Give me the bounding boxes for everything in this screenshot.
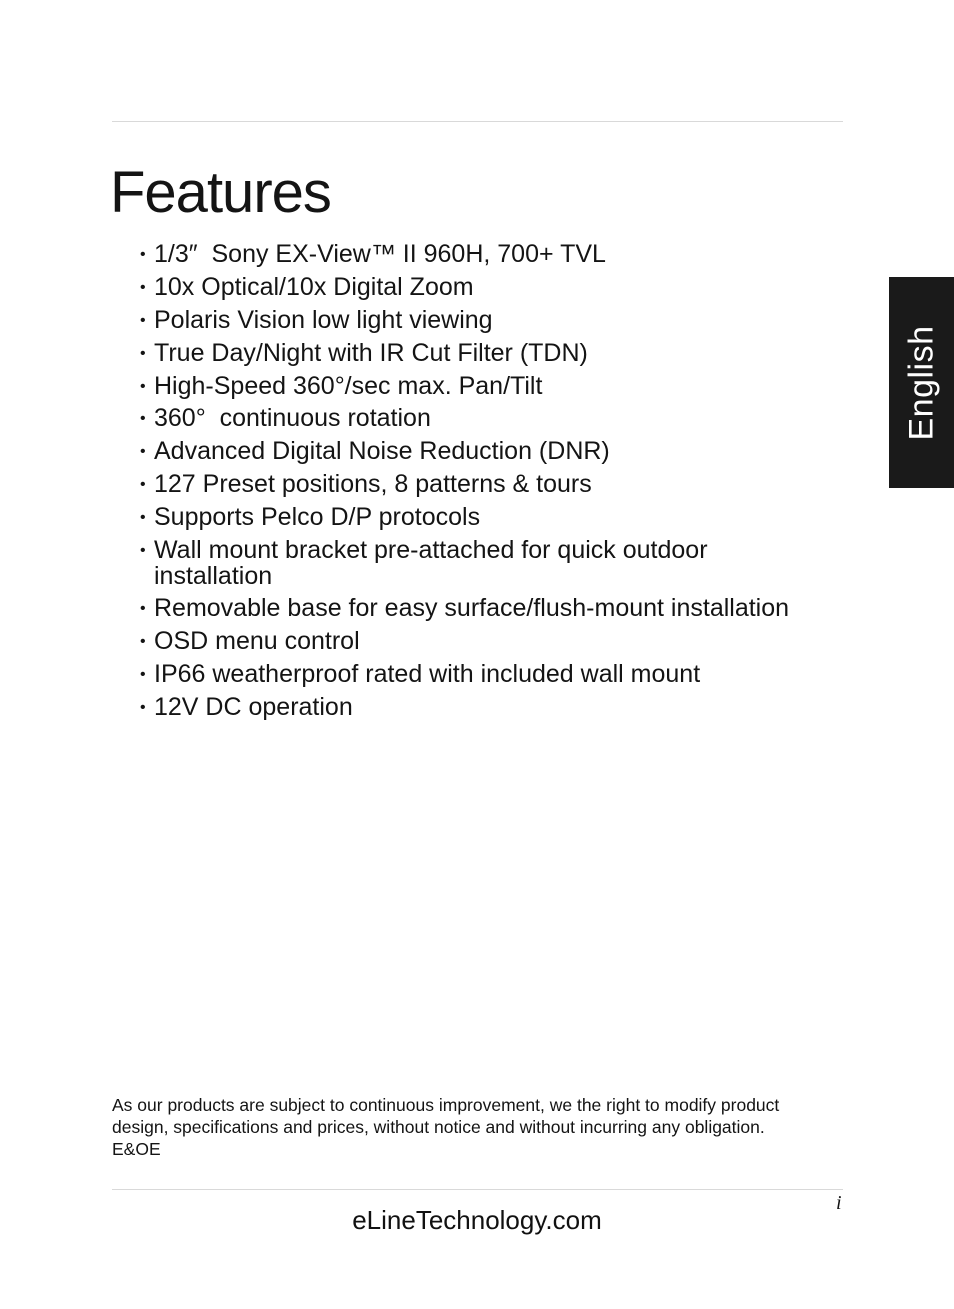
bullet-icon: • bbox=[140, 665, 146, 683]
bullet-icon: • bbox=[140, 599, 146, 617]
bullet-icon: • bbox=[140, 443, 146, 461]
feature-text: OSD menu control bbox=[154, 626, 360, 655]
bullet-icon: • bbox=[140, 344, 146, 362]
feature-text: Polaris Vision low light viewing bbox=[154, 305, 493, 334]
feature-item bbox=[140, 340, 850, 367]
feature-text: 10x Optical/10x Digital Zoom bbox=[154, 272, 474, 301]
feature-item bbox=[140, 405, 850, 432]
feature-list bbox=[140, 241, 850, 726]
bullet-icon: • bbox=[140, 278, 146, 296]
disclaimer-text: As our products are subject to continuous improvement, we the right to modify product design, specifications and prices, without notice and without incurring any obligation. E&OE bbox=[112, 1095, 780, 1159]
page-title: Features bbox=[110, 160, 331, 225]
feature-text: Removable base for easy surface/flush-mount installation bbox=[154, 593, 790, 622]
page-number: i bbox=[836, 1192, 842, 1214]
bullet-icon: • bbox=[140, 311, 146, 329]
bullet-icon: • bbox=[140, 632, 146, 650]
bullet-icon: • bbox=[140, 476, 146, 494]
bottom-divider bbox=[112, 1189, 843, 1190]
top-divider bbox=[112, 121, 843, 122]
bullet-icon: • bbox=[140, 698, 146, 716]
bullet-icon: • bbox=[140, 246, 146, 263]
website-footer: eLineTechnology.com bbox=[352, 1205, 602, 1235]
feature-text: High-Speed 360°/sec max. Pan/Tilt bbox=[154, 371, 543, 400]
feature-item bbox=[140, 274, 850, 301]
feature-item bbox=[140, 661, 850, 688]
feature-text: 360° continuous rotation bbox=[154, 404, 431, 433]
feature-text: 1/3″ Sony EX-View™ II 960H, 700+ TVL bbox=[154, 240, 606, 268]
feature-item bbox=[140, 537, 784, 589]
bullet-icon: • bbox=[140, 410, 146, 428]
bullet-icon: • bbox=[140, 542, 146, 560]
feature-item bbox=[140, 504, 850, 531]
feature-item bbox=[140, 595, 850, 622]
feature-text: 127 Preset positions, 8 patterns & tours bbox=[154, 470, 592, 499]
bullet-icon: • bbox=[140, 509, 146, 527]
feature-item bbox=[140, 471, 850, 498]
feature-text: IP66 weatherproof rated with included wall mount bbox=[154, 659, 701, 688]
feature-text: 12V DC operation bbox=[154, 692, 353, 721]
feature-item bbox=[140, 241, 850, 268]
language-tab bbox=[889, 277, 954, 488]
language-tab-label: English bbox=[902, 324, 940, 441]
feature-text: Advanced Digital Noise Reduction (DNR) bbox=[154, 437, 610, 466]
feature-item bbox=[140, 438, 850, 465]
feature-item bbox=[140, 307, 850, 334]
feature-item bbox=[140, 373, 850, 400]
feature-text: Wall mount bracket pre-attached for quick outdoor installation bbox=[154, 536, 715, 591]
bullet-icon: • bbox=[140, 377, 146, 395]
feature-item bbox=[140, 628, 850, 655]
feature-item bbox=[140, 694, 850, 721]
feature-text: True Day/Night with IR Cut Filter (TDN) bbox=[154, 338, 588, 367]
feature-text: Supports Pelco D/P protocols bbox=[154, 503, 481, 532]
